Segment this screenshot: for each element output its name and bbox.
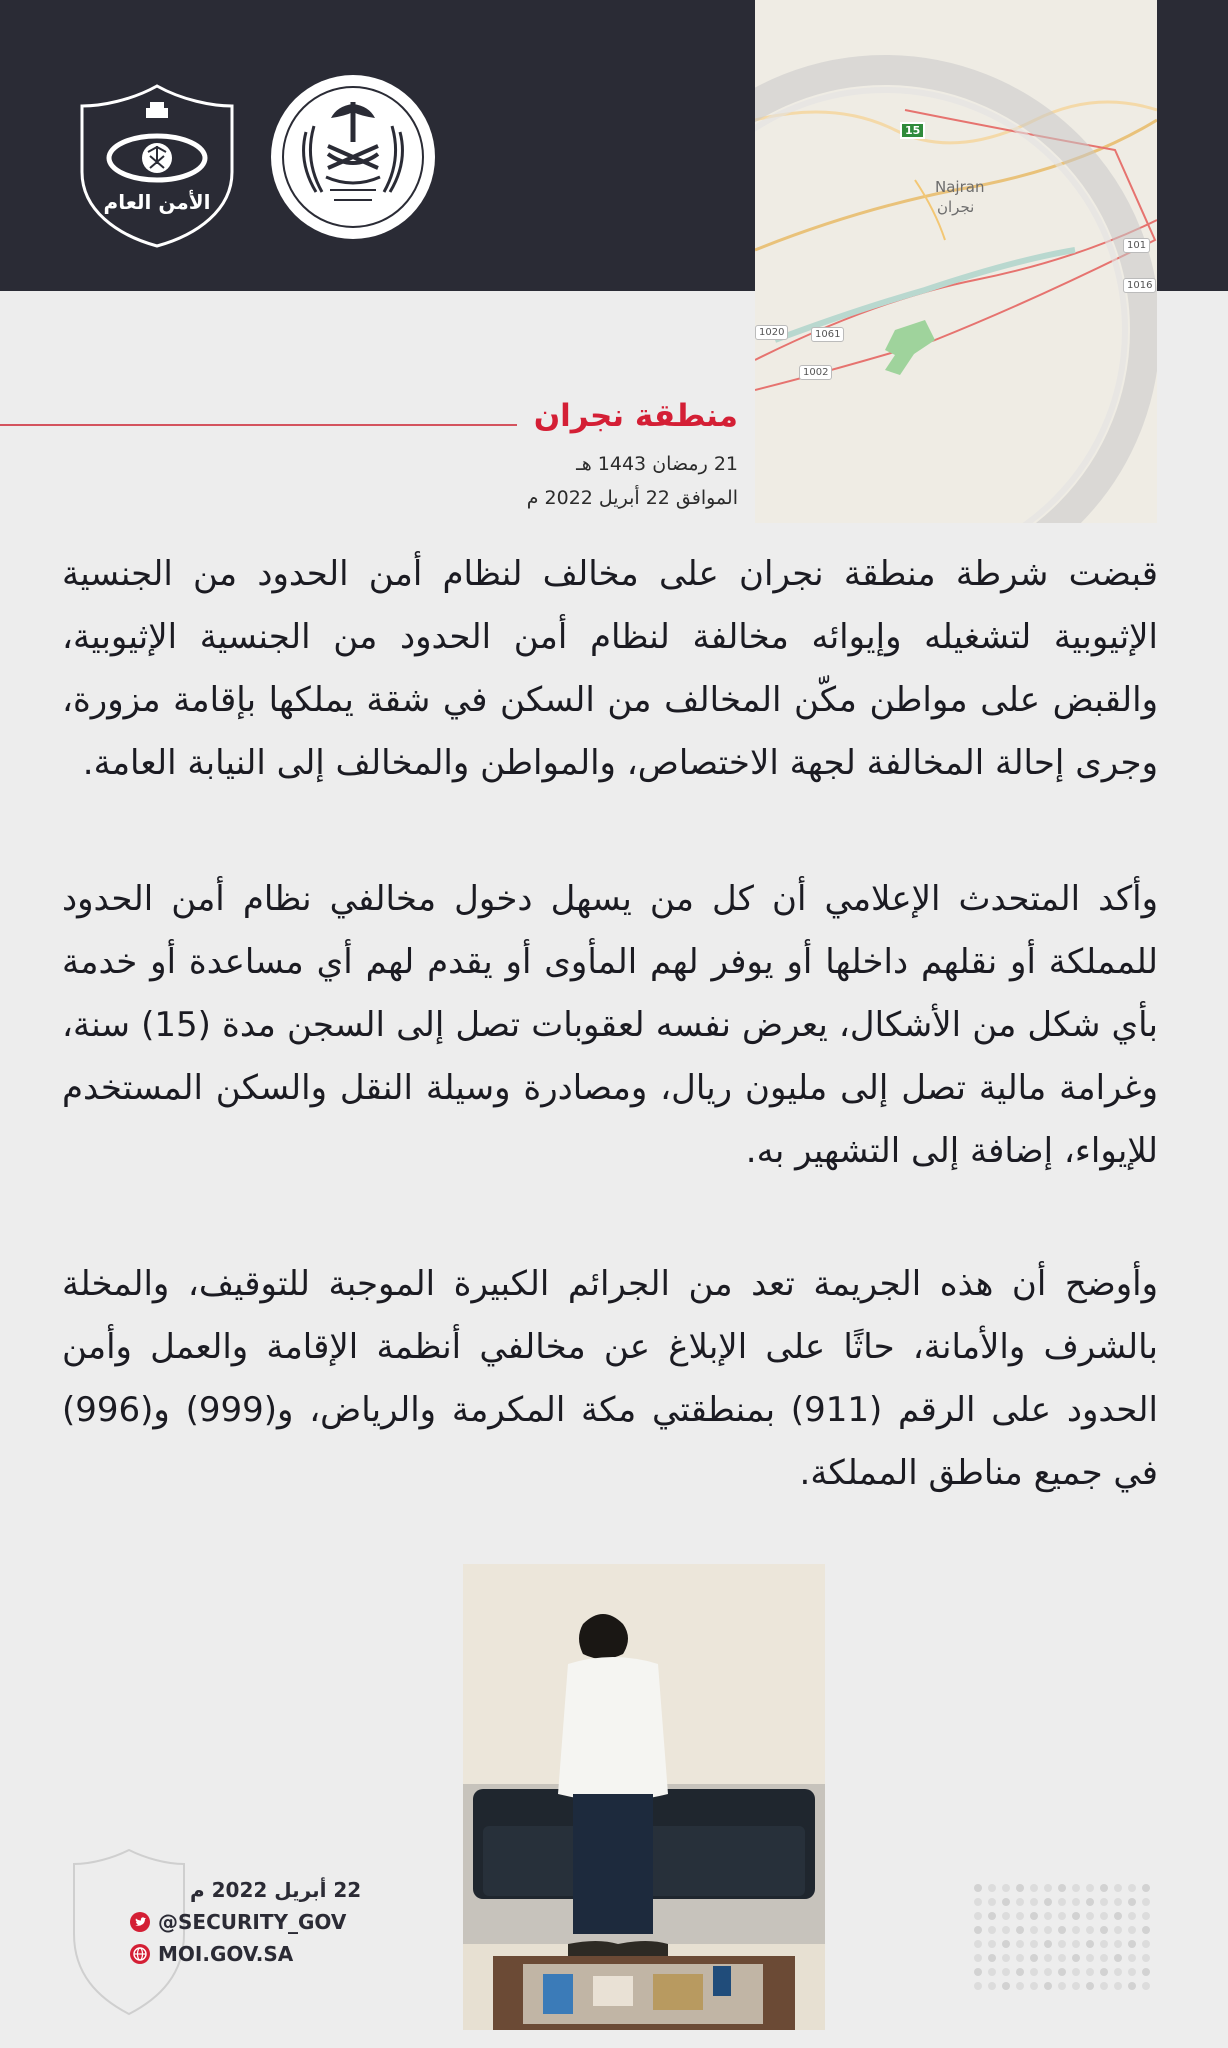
public-security-logo	[72, 80, 242, 250]
road-tag: 1016	[1123, 278, 1156, 293]
twitter-handle[interactable]: @SECURITY_GOV	[158, 1910, 347, 1934]
paragraph-3: وأوضح أن هذه الجريمة تعد من الجرائم الكبيرة الموجبة للتوقيف، والمخلة بالشرف والأمانة، حاثًا على الإبلاغ عن مخالفي أنظمة الإقامة والعمل وأمن الحدود على الرقم (911) بمنطقتي مكة المكرمة والرياض، و(999) و(996) في جميع مناطق المملكة.	[62, 1264, 1158, 1493]
public-security-name: الأمن العام	[103, 190, 211, 214]
footer-twitter[interactable]	[130, 1910, 346, 1934]
date-gregorian: الموافق 22 أبريل 2022 م	[526, 487, 738, 509]
road-tag: 1020	[755, 325, 788, 340]
shield-badge-icon	[72, 80, 242, 250]
paragraph-2: وأكد المتحدث الإعلامي أن كل من يسهل دخول مخالفي نظام أمن الحدود للمملكة أو نقلهم داخلها أو يوفر لهم المأوى أو يقدم لهم أي مساعدة أو خدمة بأي شكل من الأشكال، يعرض نفسه لعقوبات تصل إلى السجن مدة (15) سنة، وغرامة مالية تصل إلى مليون ريال، ومصادرة وسيلة النقل والسكن المستخدم للإيواء، إضافة إلى التشهير به.	[62, 879, 1158, 1171]
map-city-ar: نجران	[937, 198, 975, 216]
road-tag: 1061	[811, 327, 844, 342]
route-15-shield: 15	[900, 122, 925, 139]
road-tag: 101	[1123, 238, 1150, 253]
emblem-icon	[268, 72, 438, 242]
road-tag: 1002	[799, 365, 832, 380]
footer-website[interactable]	[130, 1942, 293, 1966]
decorative-dots	[970, 1880, 1160, 2000]
footer-date: 22 أبريل 2022 م	[190, 1878, 362, 1902]
region-title: منطقة نجران	[533, 398, 738, 434]
ministry-emblem	[268, 72, 438, 242]
arrest-photo	[463, 1564, 825, 2030]
date-hijri: 21 رمضان 1443 هـ	[576, 453, 738, 475]
map-city-en: Najran	[935, 178, 985, 196]
paragraph-1: قبضت شرطة منطقة نجران على مخالف لنظام أمن الحدود من الجنسية الإثيوبية لتشغيله وإيوائه مخالفة لنظام أمن الحدود من الجنسية الإثيوبية، والقبض على مواطن مكّن المخالف من السكن في شقة يملكها بإقامة مزورة، وجرى إحالة المخالفة لجهة الاختصاص، والمواطن والمخالف إلى النيابة العامة.	[62, 554, 1158, 783]
region-divider	[0, 424, 517, 426]
website-link[interactable]: MOI.GOV.SA	[158, 1942, 294, 1966]
map-image	[755, 0, 1157, 523]
twitter-icon	[130, 1912, 150, 1932]
globe-icon	[130, 1944, 150, 1964]
